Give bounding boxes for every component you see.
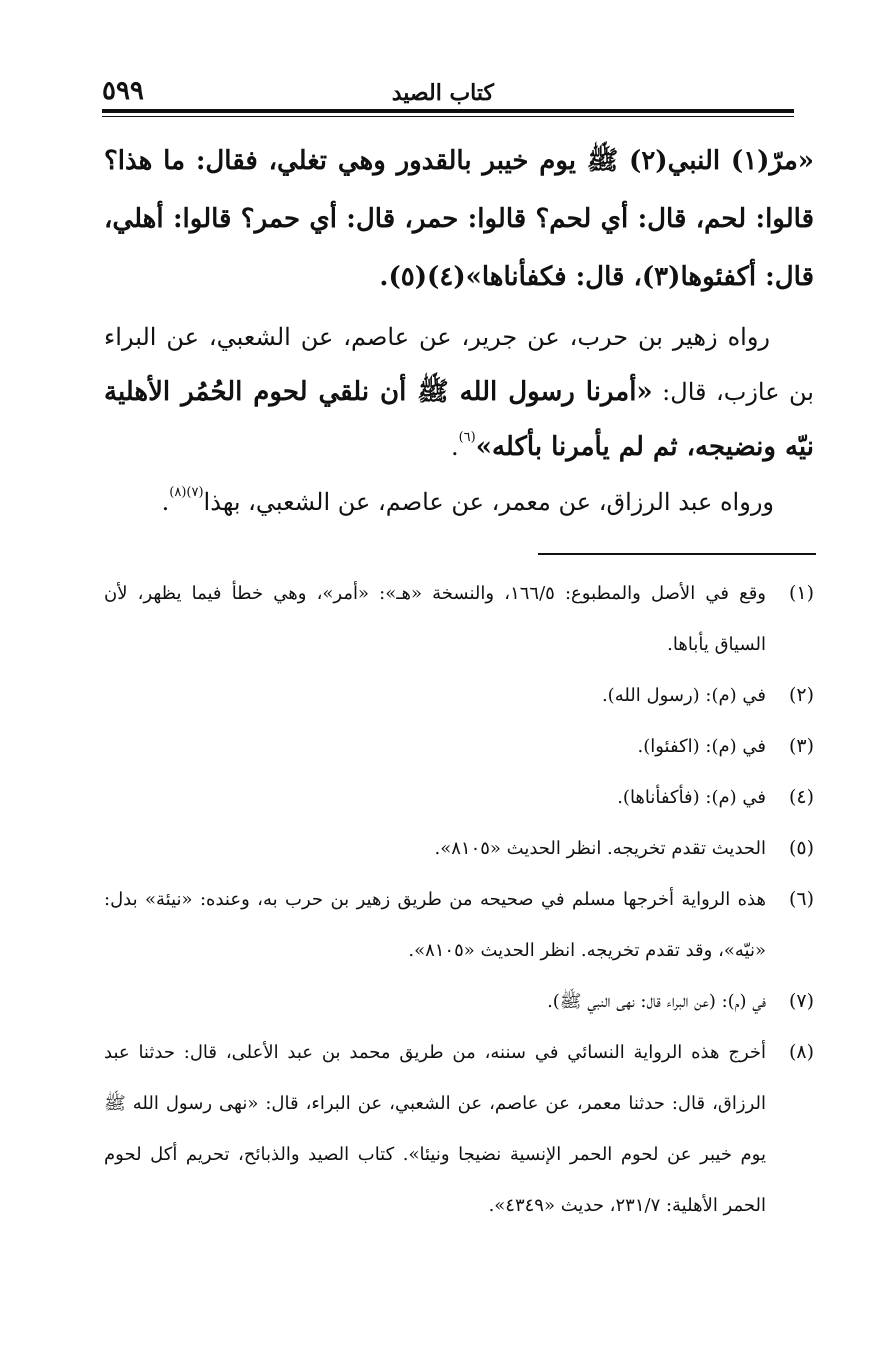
footnote-text: هذه الرواية أخرجها مسلم في صحيحه من طريق زهير بن حرب به، وعنده: «نيئة» بدل: «نيّه»، وقد تقدم تخريجه. انظر الحديث «٨١٠٥». (104, 889, 766, 961)
sentence-end: . (161, 488, 170, 516)
footnote-ref: (٦) (458, 430, 476, 445)
page-number: ٥٩٩ (102, 76, 144, 106)
footnote-item (104, 568, 814, 670)
footnote-item (104, 772, 814, 823)
footnote-number: (٦) (788, 888, 814, 910)
second-narration-text: ورواه عبد الرزاق، عن معمر، عن عاصم، عن الشعبي، بهذا (203, 488, 774, 516)
footnote-text: في (م): (فأكفأناها). (617, 787, 766, 808)
hadith-quote: «أمرنا رسول الله ﷺ أن نلقي لحوم الحُمُر الأهلية نيّه ونضيجه، ثم لم يأمرنا بأكله» (104, 377, 814, 462)
narration-chain: رواه زهير بن حرب، عن جرير، عن عاصم، عن الشعبي، عن البراء بن عازب، قال: (104, 323, 814, 406)
footnote-ref: (٧)(٨) (169, 485, 204, 500)
footnote-number: (٣) (788, 735, 814, 757)
chapter-title: كتاب الصيد (391, 80, 494, 106)
page-header (102, 76, 794, 108)
footnote-item (104, 670, 814, 721)
footnote-number: (٥) (788, 837, 814, 859)
footnote-number: (٢) (788, 684, 814, 706)
footnote-item (104, 976, 814, 1027)
header-rule-thin (102, 116, 794, 117)
footnote-text: في (م): (اكفئوا). (637, 736, 766, 757)
header-rule-thick (102, 109, 794, 113)
footnote-number: (٧) (788, 990, 814, 1012)
sentence-end: . (450, 433, 459, 461)
footnote-number: (٤) (788, 786, 814, 808)
footnote-text: أخرج هذه الرواية النسائي في سننه، من طريق محمد بن عبد الأعلى، قال: حدثنا عبد الرزاق، قال: حدثنا معمر، عن عاصم، عن الشعبي، عن البراء، قال: «نهى رسول الله ﷺ يوم خيبر عن لحوم الحمر الإنسية نضيجا ونيئا». كتاب الصيد والذبائح، تحريم أكل لحوم الحمر الأهلية: ٢٣١/٧، حديث «٤٣٤٩». (104, 1042, 766, 1216)
footnote-text: وقع في الأصل والمطبوع: ١٦٦/٥، والنسخة «هـ»: «أمر»، وهي خطأ فيما يظهر، لأن السياق يأباها. (104, 583, 766, 655)
footnote-number: (١) (788, 582, 814, 604)
footnotes-section (104, 568, 814, 1231)
hadith-paragraph: «مرّ(١) النبي(٢) ﷺ يوم خيبر بالقدور وهي تغلي، فقال: ما هذا؟ قالوا: لحم، قال: أي لحم؟ قالوا: حمر، قال: أي حمر؟ قالوا: أهلي، قال: أكفئوها(٣)، قال: فكفأناها»(٤)(٥). (104, 146, 814, 292)
footnote-item (104, 874, 814, 976)
main-text (104, 132, 814, 530)
footnote-number: (٨) (788, 1041, 814, 1063)
footnote-separator (538, 553, 816, 555)
footnote-text: في (م): (رسول الله). (601, 685, 766, 706)
footnote-text: الحديث تقدم تخريجه. انظر الحديث «٨١٠٥». (434, 838, 766, 859)
footnote-item (104, 823, 814, 874)
second-narration-paragraph (104, 475, 814, 530)
footnote-item (104, 721, 814, 772)
narration-paragraph (104, 310, 814, 475)
footnote-text: في (م): (عن البراء قال: نهى النبي ﷺ). (547, 991, 766, 1012)
footnote-item (104, 1027, 814, 1231)
